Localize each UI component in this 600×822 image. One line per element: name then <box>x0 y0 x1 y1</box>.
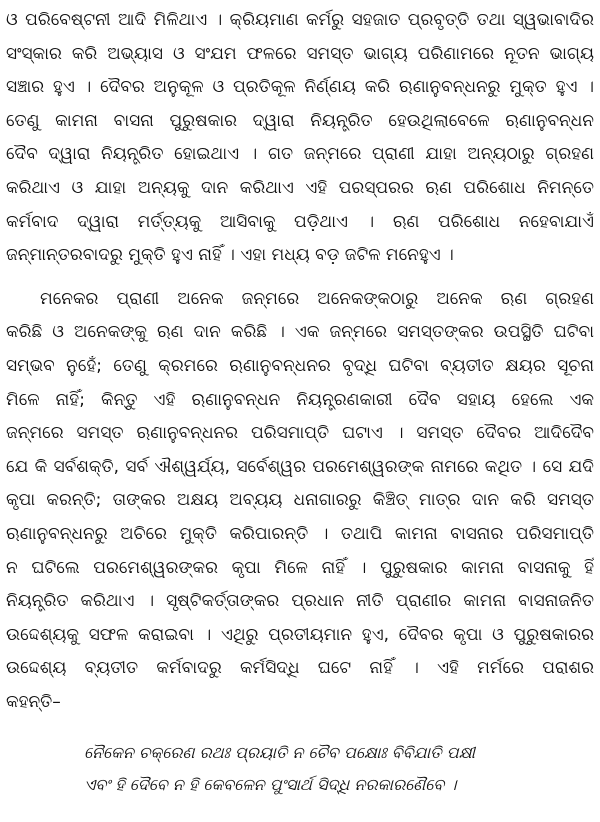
text-line: କରିଛି ଓ ଅନେକଙ୍କୁ ଋଣ ଦାନ କରିଛି । ଏକ ଜନ୍ମରେ ସମସ୍ତଙ୍କର ଉପସ୍ଥିତି ଘଟିବା <box>6 322 594 343</box>
text-line: ଦୈବ ଦ୍ୱାରା ନିୟନ୍ତ୍ରିତ ହୋଇଥାଏ । ଗତ ଜନ୍ମରେ ପ୍ରାଣୀ ଯାହା ଅନ୍ୟଠାରୁ ଗ୍ରହଣ <box>6 144 594 165</box>
text-line: କହନ୍ତି– <box>6 691 61 712</box>
text-line: କର୍ମବାଦ ଦ୍ୱାରା ମର୍ତ୍ତ୍ୟକୁ ଆସିବାକୁ ପଡ଼ିଥାଏ । ଋଣ ପରିଶୋଧ ନହେବାଯାଏଁ <box>6 211 594 232</box>
text-line: ସମ୍ଭବ ନୁହେଁ; ତେଣୁ କ୍ରମରେ ଋଣାନୁବନ୍ଧନର ବୃଦ୍ଧି ଘଟିବା ବ୍ୟତୀତ କ୍ଷୟର ସୂଚନା <box>6 355 594 376</box>
text-line: ସଞ୍ଚାର ହୁଏ । ଦୈବର ଅନୁକୂଳ ଓ ପ୍ରତିକୂଳ ନିର୍ଣ୍ଣୟ କରି ଋଣାନୁବନ୍ଧନରୁ ମୁକ୍ତ ହୁଏ । <box>6 77 594 98</box>
text-line: ମନେକର ପ୍ରାଣୀ ଅନେକ ଜନ୍ମରେ ଅନେକଙ୍କଠାରୁ ଅନେକ ଋଣ ଗ୍ରହଣ <box>40 288 594 309</box>
verse-line: ନୈକେନ ଚକ୍ରେଣ ରଥଃ ପ୍ରୟାତି ନ ଚୈବ ପକ୍ଷୋଃ ବିବିଯାତି ପକ୍ଷୀ <box>84 743 476 763</box>
text-line: ଉଦ୍ଦେଶ୍ୟକୁ ସଫଳ କରାଇବା । ଏଥିରୁ ପ୍ରତୀୟମାନ ହୁଏ, ଦୈବର କୃପା ଓ ପୁରୁଷକାରର <box>6 624 594 645</box>
text-line: ତେଣୁ କାମନା ବାସନା ପୁରୁଷକାର ଦ୍ୱାରା ନିୟନ୍ତ୍ରିତ ହେଉଥିଲାବେଳେ ଋଣାନୁବନ୍ଧନ <box>6 110 594 131</box>
paragraph-1 <box>6 4 594 273</box>
text-line: ସଂସ୍କାର କରି ଅଭ୍ୟାସ ଓ ସଂଯମ ଫଳରେ ସମସ୍ତ ଭାଗ୍ୟ ପରିଣାମରେ ନୂତନ ଭାଗ୍ୟ <box>6 43 594 64</box>
text-line: ଉଦ୍ଦେଶ୍ୟ ବ୍ୟତୀତ କର୍ମବାଦରୁ କର୍ମସିଦ୍ଧି ଘଟେ ନାହିଁ । ଏହି ମର୍ମରେ ପରାଶର <box>6 658 594 679</box>
sanskrit-verse <box>6 737 594 801</box>
text-line: ଜନ୍ମରେ ସମସ୍ତ ଋଣାନୁବନ୍ଧନର ପରିସମାପ୍ତି ଘଟାଏ । ସମସ୍ତ ଦୈବର ଆଦିଦୈବ <box>6 423 594 444</box>
text-line: ମିଳେ ନାହିଁ; କିନ୍ତୁ ଏହି ଋଣାନୁବନ୍ଧନ ନିୟନ୍ତ୍ରଣକାରୀ ଦୈବ ସହାୟ ହେଲେ ଏକ <box>6 389 594 410</box>
verse-line: ଏବଂ ହି ଦୈବେ ନ ହି କେବଳେନ ପୁଂସାର୍ଥ ସିଦ୍ଧି ନରକାରଣୈବେ । <box>84 775 457 795</box>
text-line: ନ ଘଟିଲେ ପରମେଶ୍ୱରଙ୍କର କୃପା ମିଳେ ନାହିଁ । ପୁରୁଷକାର କାମନା ବାସନାକୁ ହିଁ <box>6 557 594 578</box>
text-line: କରିଥାଏ ଓ ଯାହା ଅନ୍ୟକୁ ଦାନ କରିଥାଏ ଏହି ପରସ୍ପରର ଋଣ ପରିଶୋଧ ନିମନ୍ତେ <box>6 177 594 198</box>
text-line: ଓ ପରିବେଷ୍ଟନୀ ଆଦି ମିଳିଥାଏ । କ୍ରିୟମାଣ କର୍ମରୁ ସହଜାତ ପ୍ରବୃତ୍ତି ତଥା ସ୍ୱଭାବାଦିର <box>6 10 594 30</box>
text-line: ଜନ୍ମାନ୍ତରବାଦରୁ ମୁକ୍ତି ହୁଏ ନାହିଁ । ଏହା ମଧ୍ୟ ବଡ଼ ଜଟିଳ ମନେହୁଏ । <box>6 245 454 266</box>
text-line: ଋଣାନୁବନ୍ଧନରୁ ଅଚିରେ ମୁକ୍ତି କରିପାରନ୍ତି । ତଥାପି କାମନା ବାସନାର ପରିସମାପ୍ତି <box>6 523 594 544</box>
text-line: କୃପା କରନ୍ତି; ତାଙ୍କର ଅକ୍ଷୟ ଅବ୍ୟୟ ଧନାଗାରରୁ କିଞ୍ଚିତ୍ ମାତ୍ର ଦାନ କରି ସମସ୍ତ <box>6 490 594 511</box>
paragraph-2 <box>6 283 594 720</box>
text-line: ଯେ କି ସର୍ବଶକ୍ତି, ସର୍ବ ଐଶ୍ୱର୍ଯ୍ୟ, ସର୍ବେଶ୍ୱର ପରମେଶ୍ୱରଙ୍କ ନାମରେ କଥିତ । ସେ ଯଦି <box>6 456 594 477</box>
text-line: ନିୟନ୍ତ୍ରିତ କରିଥାଏ । ସୃଷ୍ଟିକର୍ତ୍ତାଙ୍କର ପ୍ରଧାନ ନୀତି ପ୍ରାଣୀର କାମନା ବାସନାଜନିତ <box>6 591 594 612</box>
